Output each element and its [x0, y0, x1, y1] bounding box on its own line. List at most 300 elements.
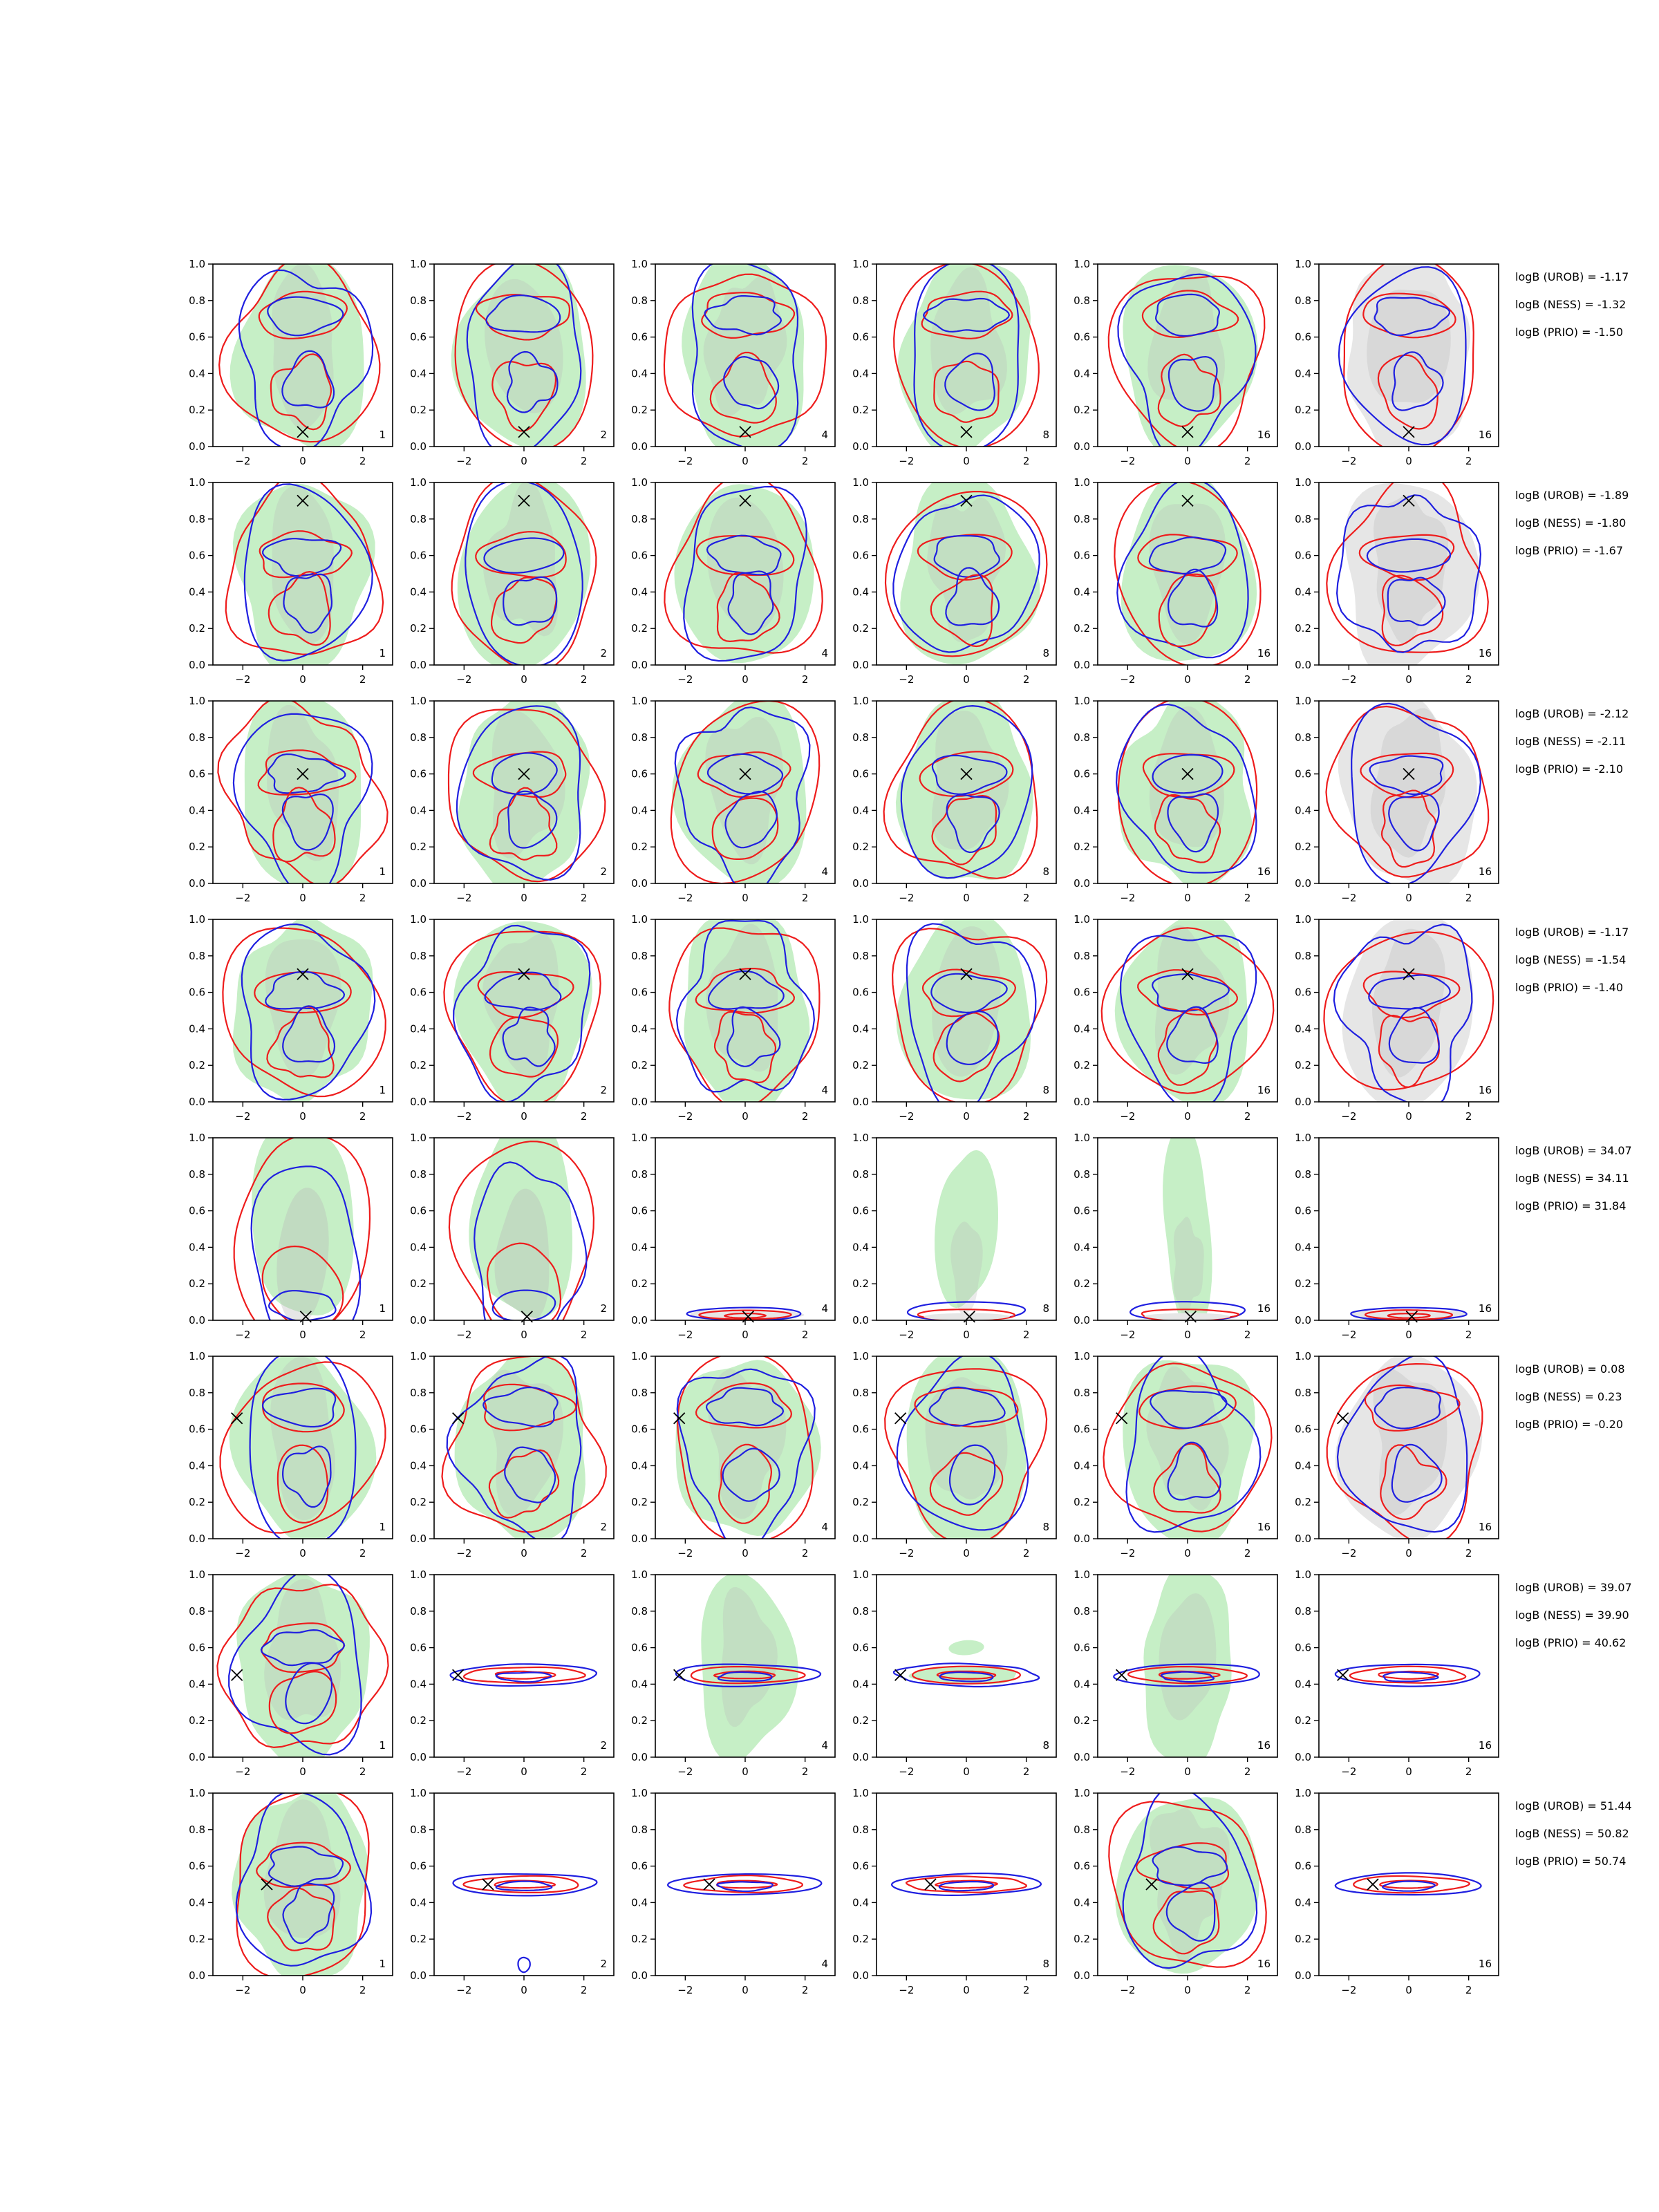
- x-tick-label: 0: [1184, 1329, 1191, 1341]
- y-tick-label: 1.0: [631, 1132, 648, 1144]
- x-tick-label: 2: [580, 892, 588, 904]
- y-tick-label: 0.4: [852, 804, 869, 817]
- panel-label: 1: [379, 1739, 386, 1752]
- y-tick-label: 1.0: [189, 1787, 205, 1799]
- blue-contour: [1383, 1672, 1438, 1681]
- panel-r7-c6: [1295, 1568, 1499, 1778]
- panel-label: 4: [821, 1739, 828, 1752]
- y-tick-label: 0.2: [1074, 1933, 1090, 1946]
- y-tick-label: 0.4: [1295, 367, 1311, 380]
- x-tick-label: 0: [521, 673, 527, 686]
- y-tick-label: 0.6: [189, 1641, 205, 1654]
- y-tick-label: 0.4: [631, 585, 648, 599]
- y-tick-label: 0.0: [1074, 1533, 1090, 1545]
- y-tick-label: 0.6: [852, 1859, 869, 1873]
- contour-layer: [1116, 688, 1257, 890]
- y-tick-label: 0.8: [1295, 512, 1311, 525]
- x-tick-label: 0: [742, 1329, 749, 1341]
- x-tick-label: 2: [801, 1765, 809, 1778]
- y-tick-label: 0.8: [189, 1604, 205, 1618]
- y-tick-label: 0.6: [189, 1423, 205, 1436]
- x-tick-label: −2: [1341, 455, 1357, 467]
- y-tick-label: 0.6: [852, 330, 869, 344]
- logb-annotation: logB (NESS) = -1.54: [1515, 953, 1627, 966]
- x-tick-label: 0: [521, 892, 527, 904]
- y-tick-label: 1.0: [189, 695, 205, 707]
- contour-layer: [885, 1345, 1047, 1550]
- y-tick-label: 0.6: [410, 986, 427, 999]
- axes-frame: [655, 1138, 835, 1320]
- panel-r1-c3: [631, 249, 835, 467]
- y-tick-label: 0.2: [189, 404, 205, 417]
- y-tick-label: 1.0: [410, 258, 427, 270]
- y-tick-label: 0.0: [189, 1969, 205, 1982]
- y-tick-label: 0.0: [852, 877, 869, 890]
- y-tick-label: 0.2: [410, 841, 427, 854]
- x-tick-label: 2: [1244, 455, 1251, 467]
- y-tick-label: 1.0: [410, 1350, 427, 1362]
- y-tick-label: 1.0: [631, 1350, 648, 1362]
- y-tick-label: 1.0: [189, 913, 205, 926]
- x-tick-label: 2: [1022, 673, 1030, 686]
- y-tick-label: 0.4: [189, 1678, 205, 1691]
- panel-label: 16: [1257, 1739, 1271, 1752]
- panel-r1-c4: [852, 258, 1056, 467]
- y-tick-label: 0.8: [852, 512, 869, 525]
- y-tick-label: 0.6: [410, 1423, 427, 1436]
- density-fill: [948, 1640, 984, 1656]
- y-tick-label: 0.0: [852, 1751, 869, 1763]
- y-tick-label: 1.0: [189, 1568, 205, 1581]
- contour-layer: [449, 689, 605, 896]
- y-tick-label: 0.2: [189, 841, 205, 854]
- y-tick-label: 0.0: [410, 440, 427, 453]
- contour-layer: [894, 1640, 1039, 1687]
- y-tick-label: 0.0: [1295, 1751, 1311, 1763]
- y-tick-label: 0.4: [410, 1678, 427, 1691]
- x-tick-label: 2: [801, 1329, 809, 1341]
- panel-r5-c6: [1295, 1132, 1499, 1341]
- logb-annotation: logB (UROB) = 51.44: [1515, 1799, 1632, 1812]
- truth-marker: [674, 1669, 685, 1680]
- y-tick-label: 0.6: [1295, 767, 1311, 780]
- panel-r7-c5: [1074, 1566, 1277, 1778]
- x-tick-label: 0: [742, 1110, 749, 1123]
- x-tick-label: 2: [1465, 673, 1472, 686]
- x-tick-label: 0: [1184, 892, 1191, 904]
- y-tick-label: 0.6: [852, 1423, 869, 1436]
- y-tick-label: 0.4: [631, 1678, 648, 1691]
- y-tick-label: 0.8: [852, 1823, 869, 1836]
- y-tick-label: 1.0: [1295, 695, 1311, 707]
- panel-r5-c3: [631, 1132, 835, 1341]
- x-tick-label: 2: [1244, 1329, 1251, 1341]
- contour-layer: [676, 1573, 821, 1762]
- y-tick-label: 0.2: [631, 622, 648, 635]
- x-tick-label: −2: [1341, 1110, 1357, 1123]
- panel-r6-c1: [189, 1348, 393, 1559]
- y-tick-label: 0.2: [852, 1714, 869, 1727]
- logb-annotation: logB (NESS) = 50.82: [1515, 1827, 1629, 1840]
- y-tick-label: 0.0: [1074, 659, 1090, 671]
- y-tick-label: 0.0: [189, 659, 205, 671]
- y-tick-label: 0.8: [852, 731, 869, 744]
- y-tick-label: 0.8: [410, 1604, 427, 1618]
- x-tick-label: 0: [963, 1984, 970, 1996]
- y-tick-label: 0.2: [852, 1933, 869, 1946]
- contour-layer: [232, 1787, 371, 1981]
- x-tick-label: 2: [359, 1329, 366, 1341]
- y-tick-label: 1.0: [852, 476, 869, 489]
- x-tick-label: −2: [677, 892, 693, 904]
- panel-label: 2: [600, 1958, 607, 1970]
- logb-annotation: logB (UROB) = -2.12: [1515, 707, 1629, 720]
- x-tick-label: −2: [235, 1547, 251, 1559]
- y-tick-label: 0.2: [631, 1277, 648, 1291]
- y-tick-label: 0.6: [410, 767, 427, 780]
- red-contour: [684, 1875, 803, 1893]
- y-tick-label: 0.2: [189, 622, 205, 635]
- x-tick-label: 2: [1022, 1984, 1030, 1996]
- y-tick-label: 0.4: [631, 1896, 648, 1909]
- x-tick-label: 2: [359, 892, 366, 904]
- x-tick-label: −2: [1341, 1984, 1357, 1996]
- y-tick-label: 0.4: [1074, 585, 1090, 599]
- x-tick-label: −2: [235, 892, 251, 904]
- panel-r6-c5: [1074, 1349, 1277, 1559]
- logb-annotation: logB (PRIO) = 40.62: [1515, 1636, 1627, 1649]
- logb-annotation: logB (UROB) = 39.07: [1515, 1581, 1632, 1594]
- truth-marker: [1116, 1669, 1127, 1680]
- y-tick-label: 0.8: [410, 512, 427, 525]
- y-tick-label: 0.4: [1295, 1241, 1311, 1254]
- x-tick-label: 0: [521, 1110, 527, 1123]
- x-tick-label: 2: [359, 1765, 366, 1778]
- contour-layer: [453, 1874, 597, 1972]
- y-tick-label: 0.2: [410, 1933, 427, 1946]
- x-tick-label: 0: [1184, 673, 1191, 686]
- x-tick-label: 2: [359, 1984, 366, 1996]
- panel-label: 1: [379, 1958, 386, 1970]
- y-tick-label: 0.0: [852, 659, 869, 671]
- x-tick-label: −2: [1120, 892, 1136, 904]
- x-tick-label: 2: [1465, 1765, 1472, 1778]
- panel-r5-c1: [189, 1125, 393, 1347]
- logb-annotation: logB (UROB) = -1.17: [1515, 270, 1629, 283]
- panel-r3-c4: [852, 692, 1056, 904]
- panel-r2-c1: [189, 474, 393, 686]
- x-tick-label: 0: [299, 673, 306, 686]
- y-tick-label: 0.0: [1295, 1533, 1311, 1545]
- x-tick-label: −2: [235, 1984, 251, 1996]
- truth-marker: [895, 1413, 906, 1424]
- x-tick-label: 0: [1184, 1547, 1191, 1559]
- y-tick-label: 0.2: [1074, 1059, 1090, 1072]
- y-tick-label: 0.6: [189, 549, 205, 562]
- panel-label: 4: [821, 647, 828, 659]
- y-tick-label: 1.0: [1074, 476, 1090, 489]
- contour-layer: [1335, 1873, 1481, 1895]
- panel-label: 4: [821, 1084, 828, 1096]
- x-tick-label: 2: [1244, 1110, 1251, 1123]
- y-tick-label: 1.0: [1074, 1568, 1090, 1581]
- blue-contour: [518, 1958, 530, 1972]
- y-tick-label: 0.4: [1295, 804, 1311, 817]
- y-tick-label: 0.4: [410, 1022, 427, 1035]
- x-tick-label: 2: [580, 1329, 588, 1341]
- y-tick-label: 0.2: [1295, 1277, 1311, 1291]
- y-tick-label: 0.8: [852, 1604, 869, 1618]
- panel-label: 8: [1042, 1302, 1049, 1315]
- x-tick-label: 0: [742, 1765, 749, 1778]
- y-tick-label: 0.8: [852, 949, 869, 962]
- y-tick-label: 0.4: [410, 367, 427, 380]
- panel-label: 16: [1478, 865, 1492, 878]
- y-tick-label: 0.4: [631, 804, 648, 817]
- x-tick-label: 2: [1465, 1547, 1472, 1559]
- x-tick-label: 0: [1184, 1984, 1191, 1996]
- panel-label: 1: [379, 429, 386, 441]
- axes-frame: [434, 1793, 614, 1976]
- y-tick-label: 0.2: [1295, 1933, 1311, 1946]
- y-tick-label: 0.0: [1295, 440, 1311, 453]
- y-tick-label: 1.0: [1074, 695, 1090, 707]
- y-tick-label: 0.8: [852, 1168, 869, 1181]
- x-tick-label: 0: [299, 1110, 306, 1123]
- contour-layer: [668, 1874, 821, 1895]
- contour-layer: [444, 921, 600, 1118]
- y-tick-label: 0.6: [631, 767, 648, 780]
- y-tick-label: 0.6: [1074, 767, 1090, 780]
- x-tick-label: 0: [299, 892, 306, 904]
- y-tick-label: 0.0: [631, 659, 648, 671]
- y-tick-label: 0.2: [631, 1933, 648, 1946]
- y-tick-label: 0.4: [1074, 1241, 1090, 1254]
- x-tick-label: 0: [299, 1547, 306, 1559]
- panel-label: 16: [1257, 647, 1271, 659]
- y-tick-label: 0.4: [631, 1459, 648, 1472]
- y-tick-label: 0.4: [189, 367, 205, 380]
- x-tick-label: 2: [1022, 455, 1030, 467]
- x-tick-label: 0: [963, 455, 970, 467]
- y-tick-label: 0.2: [1074, 1496, 1090, 1509]
- x-tick-label: −2: [1120, 1110, 1136, 1123]
- y-tick-label: 0.4: [1295, 1896, 1311, 1909]
- y-tick-label: 1.0: [189, 1350, 205, 1362]
- panel-label: 16: [1257, 429, 1271, 441]
- panel-r7-c2: [410, 1568, 614, 1778]
- x-tick-label: −2: [1341, 1329, 1357, 1341]
- y-tick-label: 0.4: [852, 1678, 869, 1691]
- y-tick-label: 0.8: [631, 1386, 648, 1399]
- x-tick-label: 2: [1465, 1110, 1472, 1123]
- contour-layer: [892, 1873, 1041, 1895]
- y-tick-label: 0.6: [189, 1204, 205, 1217]
- contour-layer: [442, 1347, 606, 1544]
- panel-label: 2: [600, 1302, 607, 1315]
- panel-r5-c4: [852, 1132, 1056, 1341]
- y-tick-label: 0.0: [189, 1314, 205, 1327]
- x-tick-label: 0: [963, 1110, 970, 1123]
- x-tick-label: −2: [899, 455, 915, 467]
- axes-frame: [434, 1575, 614, 1757]
- y-tick-label: 0.0: [1295, 1096, 1311, 1108]
- panel-label: 16: [1257, 1084, 1271, 1096]
- y-tick-label: 0.0: [410, 877, 427, 890]
- y-tick-label: 0.6: [631, 549, 648, 562]
- x-tick-label: 2: [801, 1984, 809, 1996]
- panel-label: 4: [821, 865, 828, 878]
- y-tick-label: 1.0: [410, 1787, 427, 1799]
- logb-annotation: logB (UROB) = 0.08: [1515, 1362, 1625, 1376]
- panel-label: 16: [1478, 1739, 1492, 1752]
- panel-label: 16: [1478, 1084, 1492, 1096]
- x-tick-label: 0: [521, 1984, 527, 1996]
- y-tick-label: 1.0: [1295, 1787, 1311, 1799]
- y-tick-label: 0.8: [410, 949, 427, 962]
- y-tick-label: 0.2: [852, 841, 869, 854]
- y-tick-label: 0.2: [1295, 404, 1311, 417]
- y-tick-label: 1.0: [410, 1132, 427, 1144]
- x-tick-label: 2: [801, 1110, 809, 1123]
- x-tick-label: 0: [521, 455, 527, 467]
- panel-label: 4: [821, 1521, 828, 1533]
- y-tick-label: 0.4: [852, 367, 869, 380]
- x-tick-label: −2: [899, 1547, 915, 1559]
- x-tick-label: 2: [1244, 673, 1251, 686]
- y-tick-label: 0.2: [189, 1714, 205, 1727]
- x-tick-label: 0: [521, 1765, 527, 1778]
- y-tick-label: 1.0: [852, 258, 869, 270]
- x-tick-label: 0: [963, 1329, 970, 1341]
- panel-r8-c1: [189, 1787, 393, 1996]
- y-tick-label: 0.2: [1295, 1059, 1311, 1072]
- x-tick-label: −2: [456, 673, 472, 686]
- y-tick-label: 0.8: [189, 294, 205, 307]
- panel-r7-c1: [189, 1568, 393, 1778]
- panel-label: 4: [821, 1302, 828, 1315]
- x-tick-label: −2: [677, 673, 693, 686]
- y-tick-label: 0.6: [852, 986, 869, 999]
- contour-layer: [669, 913, 819, 1118]
- y-tick-label: 0.0: [189, 1751, 205, 1763]
- x-tick-label: 2: [1244, 1984, 1251, 1996]
- y-tick-label: 0.6: [1295, 549, 1311, 562]
- y-tick-label: 0.2: [852, 1059, 869, 1072]
- y-tick-label: 0.4: [189, 1022, 205, 1035]
- y-tick-label: 0.0: [631, 440, 648, 453]
- x-tick-label: 2: [580, 1110, 588, 1123]
- contour-layer: [219, 254, 379, 451]
- x-tick-label: −2: [677, 1765, 693, 1778]
- y-tick-label: 0.6: [1074, 1641, 1090, 1654]
- y-tick-label: 0.8: [1074, 512, 1090, 525]
- truth-marker: [704, 1879, 715, 1890]
- panel-r2-c4: [852, 473, 1056, 686]
- x-tick-label: −2: [456, 1765, 472, 1778]
- panel-label: 16: [1478, 1302, 1492, 1315]
- y-tick-label: 1.0: [852, 1568, 869, 1581]
- y-tick-label: 1.0: [1074, 258, 1090, 270]
- x-tick-label: 2: [580, 1547, 588, 1559]
- y-tick-label: 0.0: [189, 1096, 205, 1108]
- y-tick-label: 0.4: [631, 367, 648, 380]
- y-tick-label: 0.6: [410, 1859, 427, 1873]
- panel-r3-c6: [1295, 694, 1499, 904]
- y-tick-label: 0.0: [852, 1096, 869, 1108]
- y-tick-label: 0.2: [631, 404, 648, 417]
- panel-label: 2: [600, 1084, 607, 1096]
- y-tick-label: 0.2: [410, 404, 427, 417]
- x-tick-label: 2: [801, 673, 809, 686]
- y-tick-label: 0.8: [631, 1823, 648, 1836]
- y-tick-label: 0.8: [1295, 294, 1311, 307]
- y-tick-label: 1.0: [1295, 1350, 1311, 1362]
- y-tick-label: 0.6: [631, 330, 648, 344]
- x-tick-label: −2: [677, 1110, 693, 1123]
- y-tick-label: 0.6: [189, 1859, 205, 1873]
- y-tick-label: 0.2: [1074, 1714, 1090, 1727]
- panel-r6-c2: [410, 1347, 614, 1559]
- y-tick-label: 0.6: [1295, 1423, 1311, 1436]
- y-tick-label: 0.8: [1295, 1604, 1311, 1618]
- logb-annotation: logB (NESS) = 34.11: [1515, 1172, 1629, 1185]
- y-tick-label: 0.6: [410, 330, 427, 344]
- x-tick-label: 0: [1405, 455, 1412, 467]
- logb-annotation: logB (UROB) = -1.17: [1515, 926, 1629, 939]
- y-tick-label: 0.8: [1074, 1604, 1090, 1618]
- y-tick-label: 0.4: [1074, 1459, 1090, 1472]
- y-tick-label: 1.0: [1074, 1350, 1090, 1362]
- x-tick-label: −2: [235, 1329, 251, 1341]
- y-tick-label: 1.0: [1295, 258, 1311, 270]
- x-tick-label: 2: [1022, 1329, 1030, 1341]
- x-tick-label: −2: [899, 1110, 915, 1123]
- y-tick-label: 1.0: [1295, 1568, 1311, 1581]
- panel-r8-c2: [410, 1787, 614, 1996]
- y-tick-label: 0.8: [410, 1386, 427, 1399]
- x-tick-label: 2: [1465, 455, 1472, 467]
- y-tick-label: 0.2: [1295, 1714, 1311, 1727]
- y-tick-label: 0.0: [631, 877, 648, 890]
- panel-label: 4: [821, 429, 828, 441]
- panel-label: 1: [379, 647, 386, 659]
- x-tick-label: −2: [677, 1547, 693, 1559]
- density-fill: [926, 1377, 1008, 1499]
- y-tick-label: 0.2: [410, 1059, 427, 1072]
- y-tick-label: 0.0: [410, 1533, 427, 1545]
- panel-label: 16: [1257, 1521, 1271, 1533]
- y-tick-label: 0.2: [631, 841, 648, 854]
- x-tick-label: 0: [742, 1984, 749, 1996]
- panel-label: 8: [1042, 1958, 1049, 1970]
- contour-layer: [1327, 1353, 1483, 1544]
- contour-layer: [1102, 912, 1274, 1111]
- x-tick-label: −2: [1120, 673, 1136, 686]
- panel-r6-c6: [1295, 1350, 1499, 1559]
- red-contour: [464, 1667, 585, 1683]
- contour-layer: [884, 692, 1038, 880]
- x-tick-label: 2: [801, 455, 809, 467]
- y-tick-label: 0.6: [631, 1423, 648, 1436]
- y-tick-label: 0.6: [410, 549, 427, 562]
- panel-label: 16: [1478, 1958, 1492, 1970]
- panel-r8-c4: [852, 1787, 1056, 1996]
- x-tick-label: −2: [456, 455, 472, 467]
- y-tick-label: 0.8: [1295, 731, 1311, 744]
- y-tick-label: 0.6: [189, 986, 205, 999]
- y-tick-label: 0.8: [1074, 949, 1090, 962]
